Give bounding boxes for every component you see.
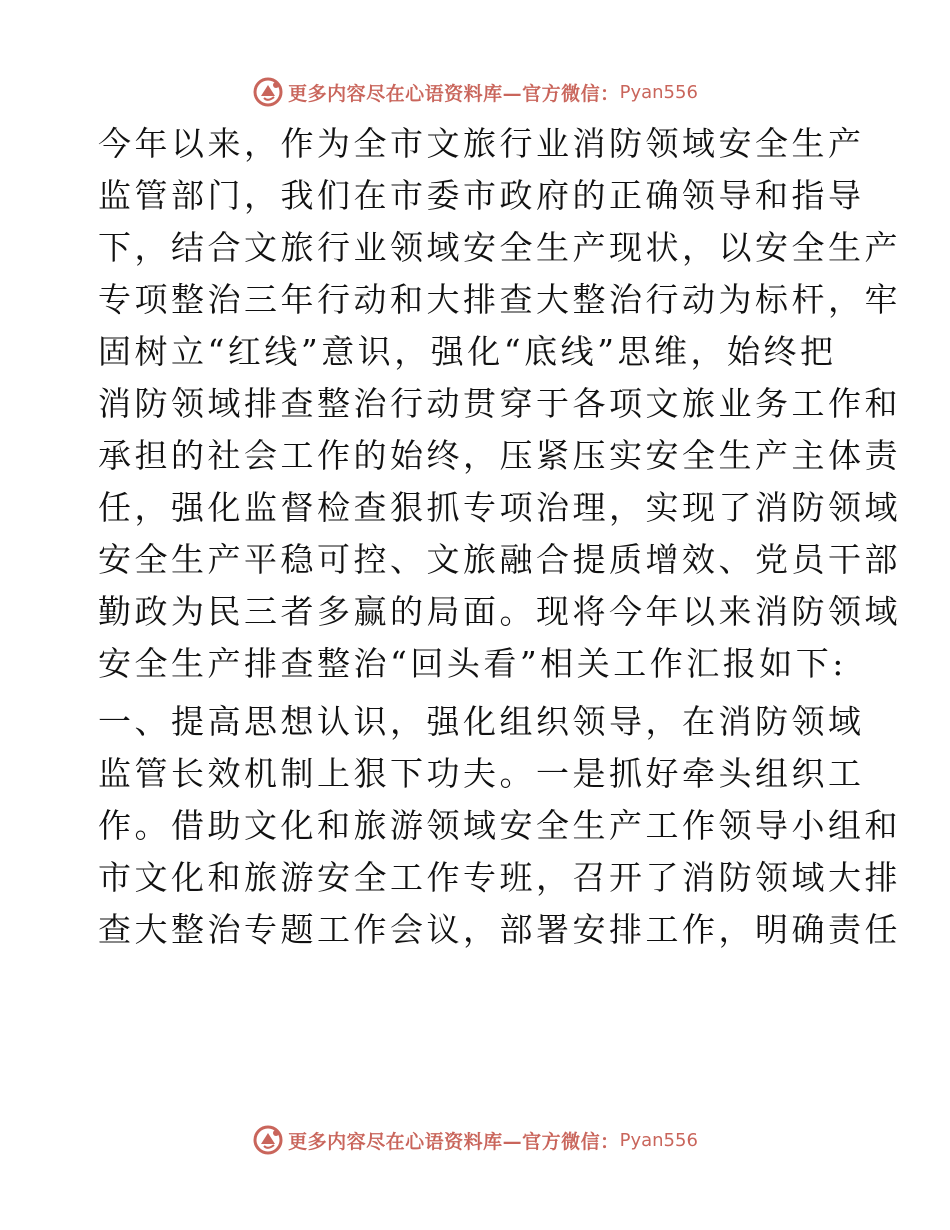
paragraph-intro	[98, 118, 901, 690]
section-heading-line: 一、提高思想认识，强化组织领导，在消防领域	[98, 702, 865, 741]
watermark-wechat-id: Pyan556	[619, 81, 698, 103]
text-line: 查大整治专题工作会议，部署安排工作，明确责任	[98, 910, 901, 949]
text-line: 任，强化监督检查狠抓专项治理，实现了消防领域	[98, 488, 901, 527]
text-line: 下，结合文旅行业领域安全生产现状，以安全生产	[98, 228, 901, 267]
text-line: 今年以来，作为全市文旅行业消防领域安全生产	[98, 124, 865, 163]
text-line: 监管部门，我们在市委市政府的正确领导和指导	[98, 176, 865, 215]
document-body	[98, 118, 901, 956]
logo-icon	[252, 1124, 284, 1156]
watermark-text: 更多内容尽在心语资料库—官方微信：	[288, 1130, 620, 1153]
text-line: 专项整治三年行动和大排查大整治行动为标杆，牢	[98, 280, 901, 319]
watermark-text: 更多内容尽在心语资料库—官方微信：	[288, 82, 620, 105]
header-watermark	[0, 74, 950, 110]
text-line: 安全生产排查整治“回头看”相关工作汇报如下:	[98, 644, 847, 683]
text-line: 消防领域排查整治行动贯穿于各项文旅业务工作和	[98, 384, 901, 423]
paragraph-section-one	[98, 696, 901, 956]
text-line: 勤政为民三者多赢的局面。现将今年以来消防领域	[98, 592, 901, 631]
logo-icon	[252, 76, 284, 108]
watermark-wechat-id: Pyan556	[619, 1129, 698, 1151]
footer-watermark	[0, 1122, 950, 1158]
text-line: 固树立“红线”意识，强化“底线”思维，始终把	[98, 332, 837, 371]
text-line: 安全生产平稳可控、文旅融合提质增效、党员干部	[98, 540, 901, 579]
text-line: 监管长效机制上狠下功夫。一是抓好牵头组织工	[98, 754, 865, 793]
text-line: 市文化和旅游安全工作专班，召开了消防领域大排	[98, 858, 901, 897]
text-line: 承担的社会工作的始终，压紧压实安全生产主体责	[98, 436, 901, 475]
text-line: 作。借助文化和旅游领域安全生产工作领导小组和	[98, 806, 901, 845]
